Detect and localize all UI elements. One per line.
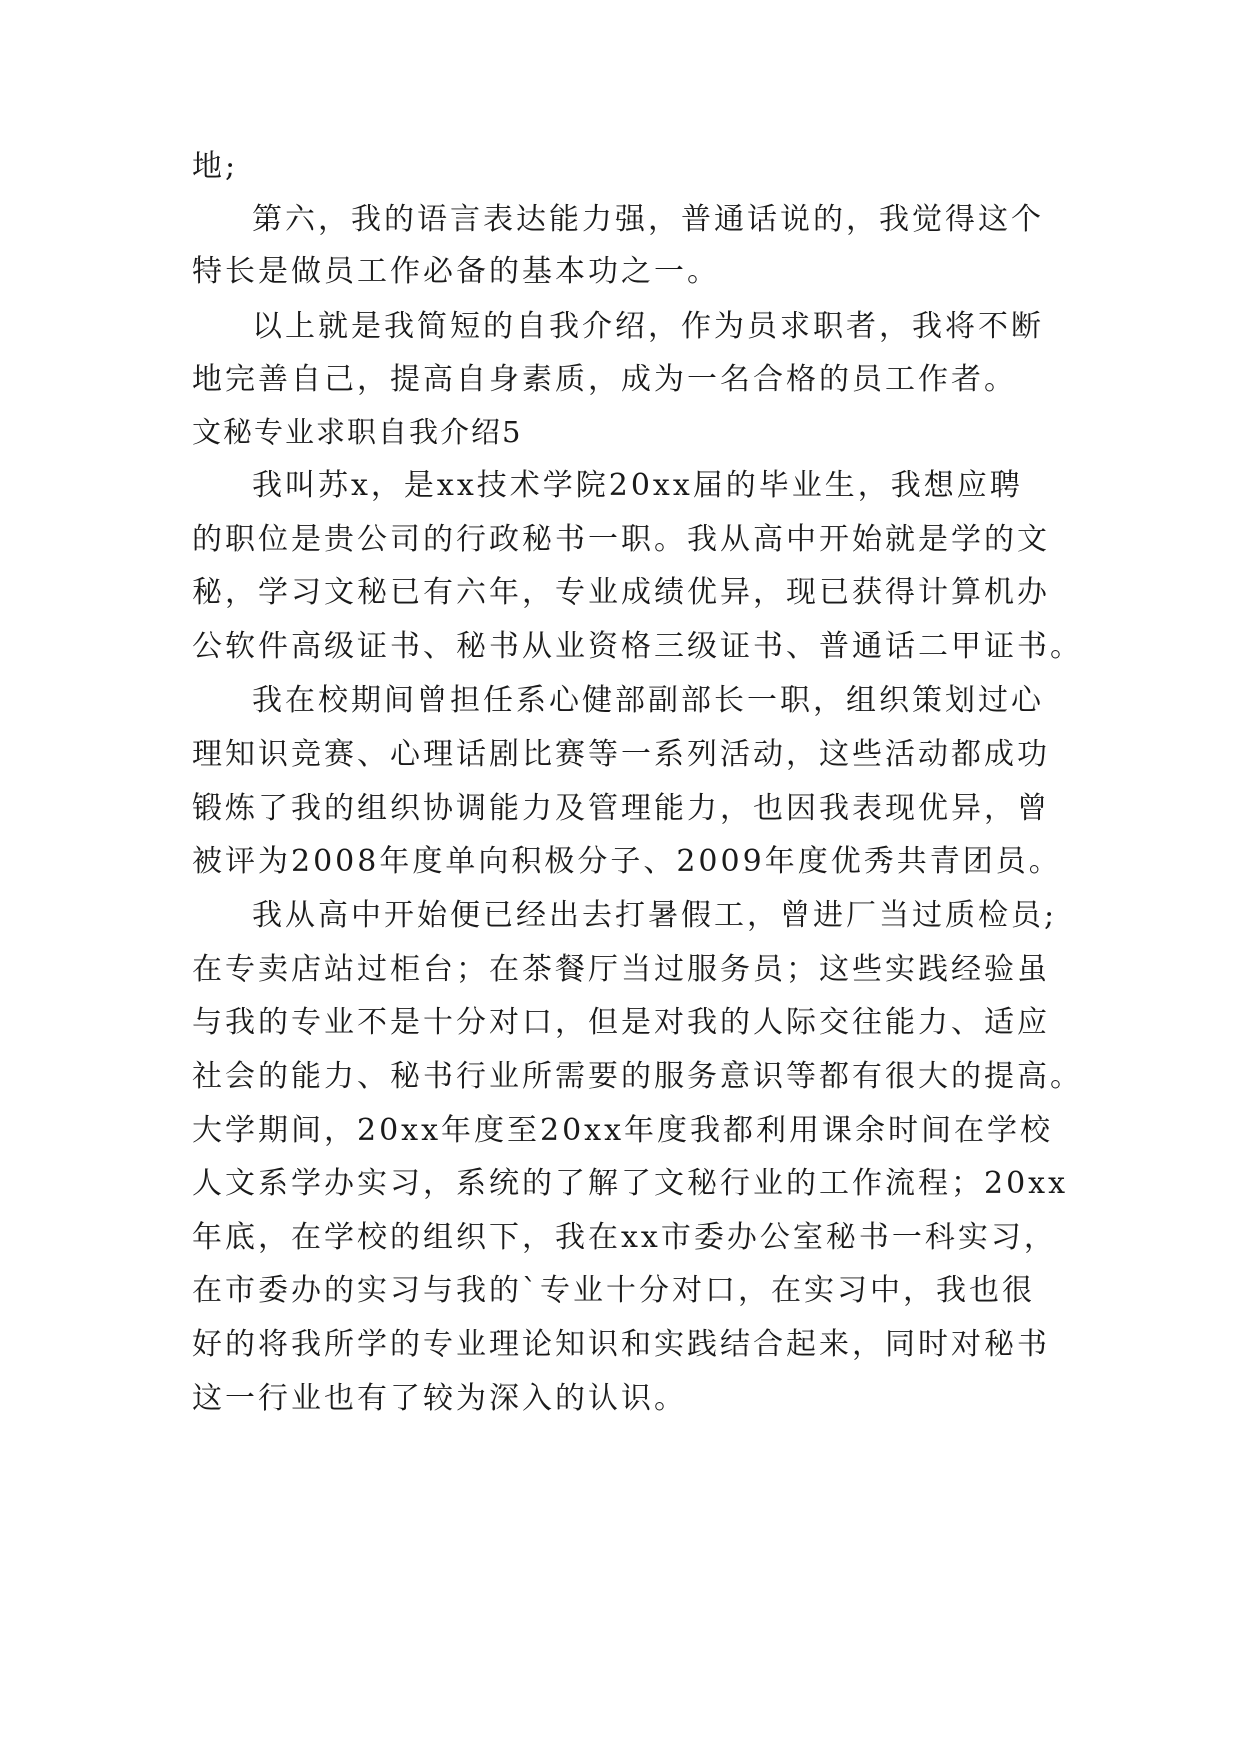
text-line: 公软件高级证书、秘书从业资格三级证书、普通话二甲证书。 [192,629,1083,664]
text-line: 被评为2008年度单向积极分子、2009年度优秀共青团员。 [192,844,1062,879]
text-line: 我在校期间曾担任系心健部副部长一职，组织策划过心 [252,683,1044,718]
text-line: 地; [192,149,239,184]
text-line: 社会的能力、秘书行业所需要的服务意识等都有很大的提高。 [192,1059,1083,1094]
text-line: 地完善自己，提高自身素质，成为一名合格的员工作者。 [192,362,1017,397]
text-line: 与我的专业不是十分对口，但是对我的人际交往能力、适应 [192,1005,1050,1040]
text-line: 锻炼了我的组织协调能力及管理能力，也因我表现优异，曾 [192,791,1050,826]
text-line: 在市委办的实习与我的`专业十分对口，在实习中，我也很 [192,1273,1035,1308]
section-heading: 文秘专业求职自我介绍5 [192,415,523,449]
text-line: 第六，我的语言表达能力强，普通话说的，我觉得这个 [252,202,1044,237]
text-line: 好的将我所学的专业理论知识和实践结合起来，同时对秘书 [192,1327,1050,1362]
text-line: 以上就是我简短的自我介绍，作为员求职者，我将不断 [252,309,1044,344]
text-line: 人文系学办实习，系统的了解了文秘行业的工作流程；20xx [192,1166,1069,1201]
text-line: 我从高中开始便已经出去打暑假工，曾进厂当过质检员; [252,898,1058,933]
text-line: 秘，学习文秘已有六年，专业成绩优异，现已获得计算机办 [192,575,1050,610]
text-line: 这一行业也有了较为深入的认识。 [192,1381,687,1416]
text-line: 年底，在学校的组织下，我在xx市委办公室秘书一科实习， [192,1220,1057,1255]
text-line: 理知识竞赛、心理话剧比赛等一系列活动，这些活动都成功 [192,737,1050,772]
text-line: 我叫苏x，是xx技术学院20xx届的毕业生，我想应聘 [252,468,1023,503]
text-line: 在专卖店站过柜台；在茶餐厅当过服务员；这些实践经验虽 [192,952,1050,987]
text-line: 的职位是贵公司的行政秘书一职。我从高中开始就是学的文 [192,522,1050,557]
text-line: 特长是做员工作必备的基本功之一。 [192,254,720,289]
text-line: 大学期间，20xx年度至20xx年度我都利用课余时间在学校 [192,1113,1054,1148]
